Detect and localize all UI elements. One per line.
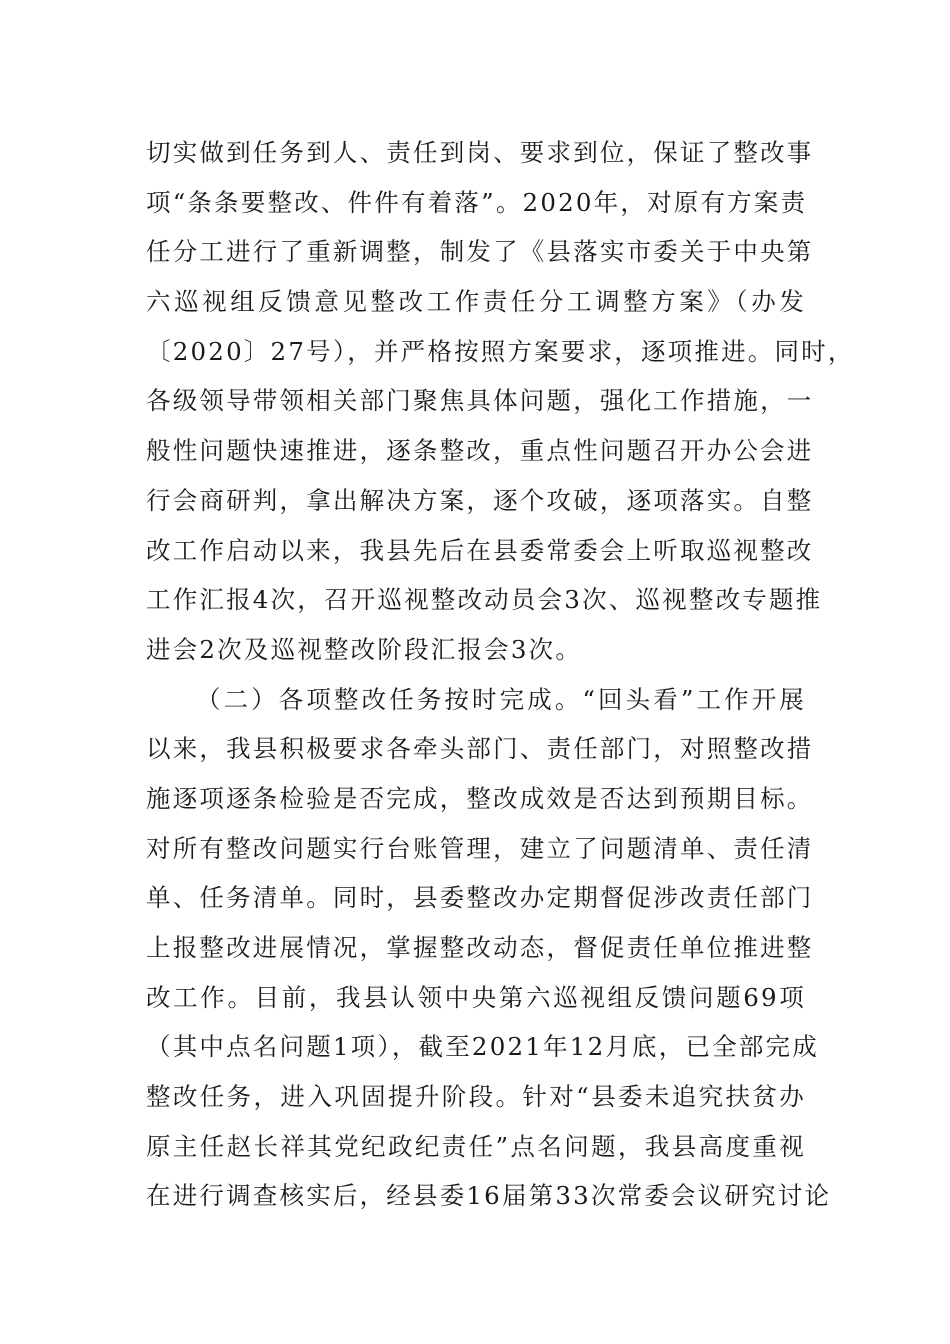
paragraph-line: 进会2次及巡视整改阶段汇报会3次。 (146, 634, 583, 664)
paragraph-line: 般性问题快速推进，逐条整改，重点性问题召开办公会进 (146, 436, 814, 466)
paragraph-line: 项“条条要整改、件件有着落”。2020年，对原有方案责 (146, 187, 808, 217)
paragraph-line: 工作汇报4次，召开巡视整改动员会3次、巡视整改专题推 (146, 585, 823, 615)
paragraph-line: 对所有整改问题实行台账管理，建立了问题清单、责任清 (146, 833, 814, 863)
paragraph-line: 任分工进行了重新调整，制发了《县落实市委关于中央第 (146, 237, 814, 267)
paragraph-line: （其中点名问题1项），截至2021年12月底，已全部完成 (146, 1032, 819, 1062)
paragraph-line: （二）各项整改任务按时完成。“回头看”工作开展 (196, 684, 806, 714)
paragraph-line: 〔2020〕27号），并严格按照方案要求，逐项推进。同时， (146, 336, 855, 366)
paragraph-line: 上报整改进展情况，掌握整改动态，督促责任单位推进整 (146, 933, 814, 962)
paragraph-line: 行会商研判，拿出解决方案，逐个攻破，逐项落实。自整 (146, 485, 814, 515)
paragraph-line: 以来，我县积极要求各牵头部门、责任部门，对照整改措 (146, 734, 814, 764)
paragraph-line: 在进行调查核实后，经县委16届第33次常委会议研究讨论 (146, 1181, 832, 1211)
paragraph-1 (146, 128, 855, 675)
paragraph-line: 六巡视组反馈意见整改工作责任分工调整方案》（办发 (146, 287, 806, 317)
paragraph-line: 整改任务，进入巩固提升阶段。针对“县委未追究扶贫办 (146, 1082, 806, 1112)
paragraph-2 (146, 675, 832, 1222)
paragraph-line: 原主任赵长祥其党纪政纪责任”点名问题，我县高度重视 (146, 1131, 806, 1161)
paragraph-line: 切实做到任务到人、责任到岗、要求到位，保证了整改事 (146, 138, 814, 167)
document-body (146, 128, 855, 1221)
paragraph-line: 单、任务清单。同时，县委整改办定期督促涉改责任部门 (146, 883, 814, 913)
paragraph-line: 改工作。目前，我县认领中央第六巡视组反馈问题69项 (146, 982, 806, 1012)
paragraph-line: 改工作启动以来，我县先后在县委常委会上听取巡视整改 (146, 535, 814, 565)
paragraph-line: 各级领导带领相关部门聚焦具体问题，强化工作措施，一 (146, 386, 814, 416)
paragraph-line: 施逐项逐条检验是否完成，整改成效是否达到预期目标。 (146, 783, 814, 813)
